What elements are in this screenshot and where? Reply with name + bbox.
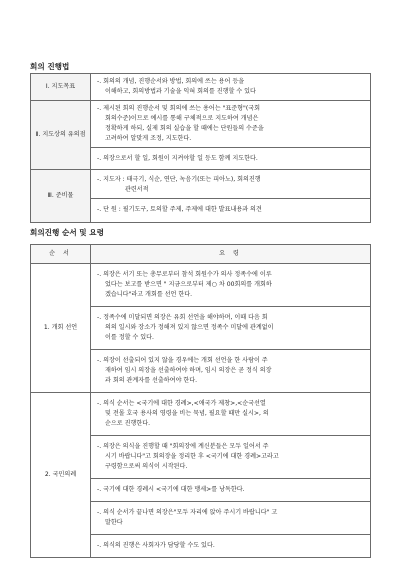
row-label: Ⅲ. 준비물: [31, 170, 91, 223]
content-line: 었다는 보고를 받으면 " 지금으로부터 제○ 차 00회의를 개회하: [105, 281, 272, 288]
row-label: [31, 101, 91, 170]
row-content: [91, 307, 371, 350]
content-line: 및 전몰 호국 용사의 영령을 비는 묵념, 필요할 때만 실시>, 의: [105, 410, 269, 417]
table-row: [31, 264, 371, 307]
row-label: Ⅰ. 지도목표: [31, 74, 91, 101]
section1-title: 회의 진행법: [30, 62, 70, 71]
row-content: [91, 264, 371, 307]
content-block: [91, 148, 370, 169]
table-row: [31, 393, 371, 436]
content-line: -. 제시된 회의 진행순서 및 회의에 쓰는 용어는 "표준형"(국회: [97, 105, 261, 112]
table-row: [31, 101, 371, 170]
content-line: 고려하여 알맞게 조정, 지도한다.: [105, 135, 192, 142]
row-content: [91, 74, 371, 101]
content-line: 과 회의 관계자를 선출하여야 한다.: [105, 377, 198, 384]
row-label: 2. 국민의례: [31, 393, 91, 558]
content-line: 의의 일시와 장소가 정해져 있지 않으면 정족수 미달에 관계없이: [105, 324, 274, 331]
content-line: -. 지도자 : 태극기, 식순, 연단, 녹음기(또는 피아노), 회의진행: [97, 176, 261, 183]
content-line: -. 의장은 의식을 진행할 때 "회의장에 계신분들은 모두 일어서 주: [97, 443, 269, 450]
content-line: -. 의장이 선출되어 있지 않을 경우에는 개회 선언을 한 사람이 주: [97, 357, 268, 364]
content-line: 정확하게 하되, 실제 회의 실습을 할 때에는 단원들의 수준을: [105, 125, 264, 132]
content-line: 순으로 진행한다.: [105, 420, 151, 427]
guidance-table: [30, 73, 371, 223]
content-line: 회의수준)이므로 예시를 통해 구체적으로 지도하여 개념은: [105, 115, 259, 122]
content-line: -. 의장은 서기 또는 총무로부터 참석 회원수가 의사 정족수에 이루: [97, 271, 272, 278]
content-line: -. 정족수에 미달되면 의장은 유회 선언을 해야하며, 이때 다음 회: [97, 314, 268, 321]
content-line: -. 의식 순서는 <국기에 대한 경례>,<애국가 제창>,<순국선열: [97, 400, 266, 407]
content-line: 시기 바랍니다"고 회의장을 정리한 후 <국기에 대한 경례>고라고: [105, 453, 279, 460]
header-guidelines: 요 령: [91, 245, 371, 264]
content-line: 말한다: [105, 519, 123, 526]
row-content: [91, 502, 371, 535]
content-line: 겠습니다"라고 개회를 선언 한다.: [105, 291, 193, 298]
row-content: [91, 535, 371, 558]
row-label: 1. 개회 선언: [31, 264, 91, 393]
row-content: [91, 101, 371, 170]
content-line: -. 의식 순서가 끝나면 의장은"모두 자리에 앉아 주시기 바랍니다" 고: [97, 509, 278, 516]
row-content: [91, 436, 371, 479]
procedure-table: [30, 244, 371, 558]
content-line: -. 국기에 대한 경례시 <국기에 대한 맹세>를 낭독한다.: [97, 486, 245, 493]
row-content: [91, 479, 371, 502]
content-line: 이해하고, 회의방법과 기술을 익혀 회의를 진행할 수 있다: [105, 88, 256, 95]
content-line: 이를 정할 수 있다.: [105, 334, 154, 341]
content-line: -. 의장으로서 할 일, 회원이 지켜야할 일 등도 함께 지도한다.: [97, 155, 258, 162]
row-label-text: Ⅱ. 지도상의 유의점: [35, 131, 86, 138]
content-block: [91, 172, 370, 199]
table-header-row: [31, 245, 371, 264]
table-row: [31, 170, 371, 223]
section2-title: 회의진행 순서 및 요령: [30, 228, 104, 237]
content-line: 구령함으로써 의식이 시작된다.: [105, 463, 188, 470]
content-line: -. 의식의 진행은 사회자가 담당할 수도 있다.: [97, 542, 215, 549]
row-content: [91, 170, 371, 223]
header-order: 순 서: [31, 245, 91, 264]
content-line: -. 단 원 : 필기도구, 토의할 주제, 주제에 대한 발표내용과 의견: [97, 206, 262, 213]
content-block: [91, 101, 370, 148]
content-line: -. 회의의 개념, 진행순서와 방법, 회의에 쓰는 용어 등을: [97, 78, 245, 85]
row-content: [91, 393, 371, 436]
content-line: 관련서적: [125, 186, 149, 193]
row-content: [91, 350, 371, 393]
content-line: 재하여 임시 의장을 선출하여야 하며, 임시 의장은 곧 정식 의장: [105, 367, 272, 374]
content-block: [91, 199, 370, 220]
table-row: [31, 74, 371, 101]
